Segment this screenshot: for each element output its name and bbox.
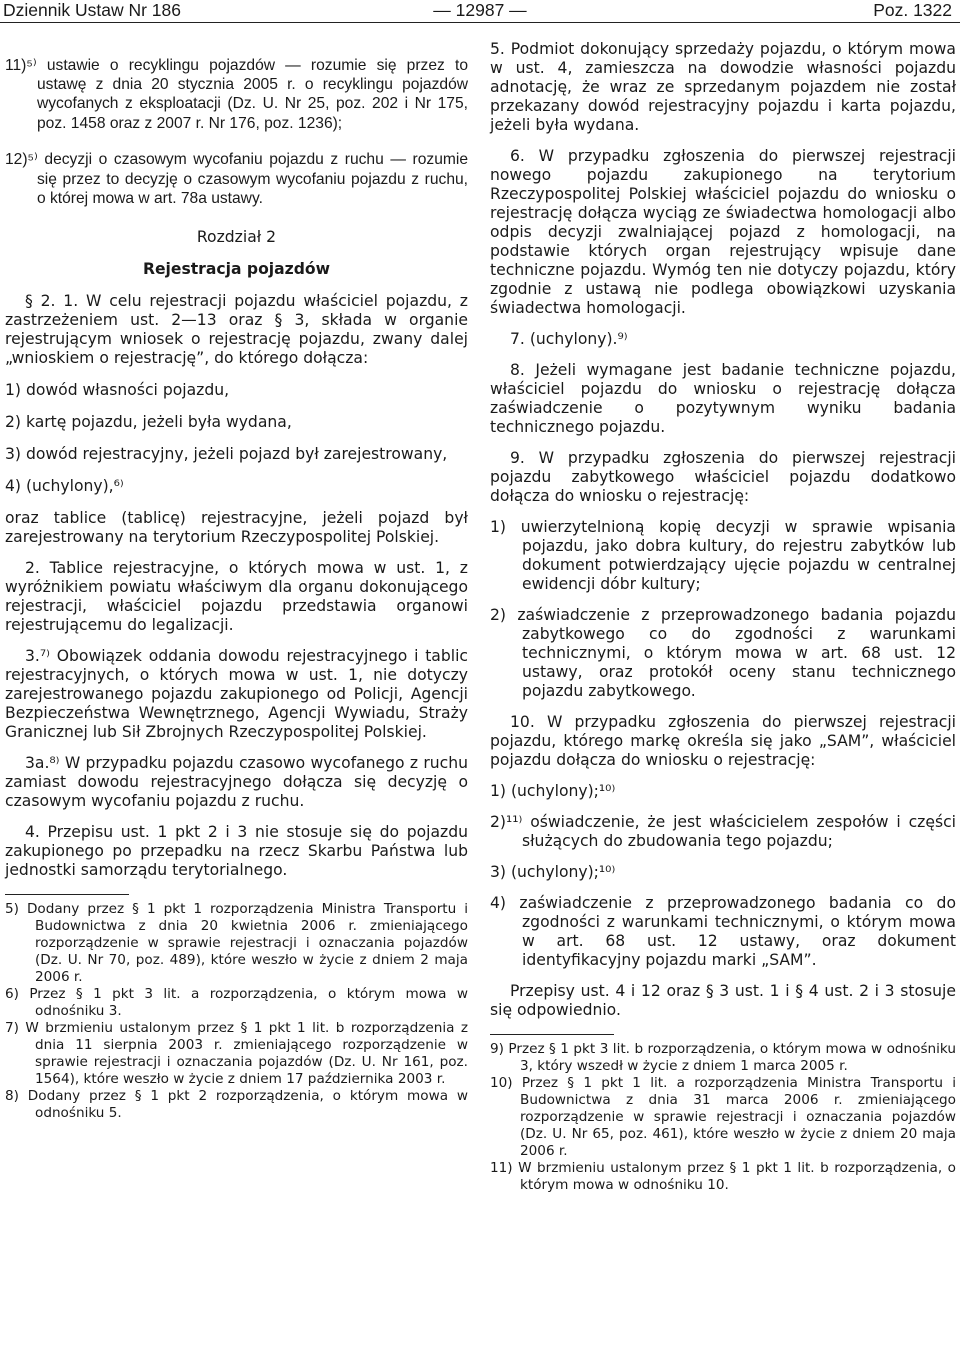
paragraph-ust-3a: 3a.⁸⁾ W przypadku pojazdu czasowo wycofanego z ruchu zamiast dowodu rejestracyjnego dołącza się decyzję o czasowym wycofaniu pojazdu z ruchu. xyxy=(5,754,468,811)
chapter-number: Rozdział 2 xyxy=(196,228,277,247)
chapter-title: Rejestracja pojazdów xyxy=(142,260,331,279)
definition-item-12: 12)⁵⁾ decyzji o czasowym wycofaniu pojazdu z ruchu — rozumie się przez to decyzję o czasowym wycofaniu pojazdu z ruchu, o której mowa w art. 78a ustawy. xyxy=(5,151,468,208)
footnote-5: 5) Dodany przez § 1 pkt 1 rozporządzenia Ministra Transportu i Budownictwa z dnia 20 kwietnia 2006 r. zmieniającego rozporządzenie w sprawie rejestracji i oznaczania pojazdów (Dz. U. Nr 70, poz. 489), które weszło w życie z dniem 2 maja 2006 r. xyxy=(5,901,468,986)
ust-10-item-1: 1) (uchylony);¹⁰⁾ xyxy=(490,782,616,800)
footnote-10: 10) Przez § 1 pkt 1 lit. a rozporządzenia Ministra Transportu i Budownictwa z dnia 31 marca 2006 r. zmieniającego rozporządzenie w sprawie rejestracji i oznaczania pojazdów (Dz. U. Nr 65, poz. 461), które weszło w życie z dniem 20 maja 2006 r. xyxy=(490,1075,956,1159)
paragraph-ust-6: 6. W przypadku zgłoszenia do pierwszej rejestracji nowego pojazdu zakupionego na terytorium Rzeczypospolitej Polskiej właściciel pojazdu do wniosku o rejestrację dołącza wyciąg ze świadectwa homologacji albo odpis decyzji zwalniającej pojazd z homologacji, na podstawie których organ rejestrujący wpisuje dane techniczne pojazdu. Wymóg ten nie dotyczy pojazdu, który zgodnie z ustawą nie podlega obowiązkowi uzyskania świadectwa homologacji. xyxy=(490,147,956,317)
paragraph-ust-4: 4. Przepisu ust. 1 pkt 2 i 3 nie stosuje się do pojazdu zakupionego po przepadku na rzecz Skarbu Państwa lub jednostki samorządu terytorialnego. xyxy=(5,823,468,880)
ust-9-item-2: 2) zaświadczenie z przeprowadzonego badania pojazdu zabytkowego co do zgodności z warunkami technicznymi, o którym mowa w art. 68 ust. 12 ustawy, oraz protokół oceny stanu technicznego pojazdu zabytkowego. xyxy=(490,606,956,700)
plates-paragraph: oraz tablice (tablicę) rejestracyjne, jeżeli pojazd był zarejestrowany na terytorium Rzeczypospolitej Polskiej. xyxy=(5,509,468,547)
ust-10-item-3: 3) (uchylony);¹⁰⁾ xyxy=(490,863,616,881)
paragraph-ust-2: 2. Tablice rejestracyjne, o których mowa w ust. 1, z wyróżnikiem powiatu właściwym dla organu dokonującego rejestracji, właściciel pojazdu przedstawia organowi rejestrującemu do legalizacji. xyxy=(5,559,468,635)
page-header xyxy=(0,0,960,22)
ust-9-item-1: 1) uwierzytelnioną kopię decyzji w sprawie wpisania pojazdu, jako dobra kultury, do rejestru zabytków lub dokument potwierdzający ujęcie pojazdu w centralnej ewidencji dóbr kultury; xyxy=(490,518,956,593)
footnote-rule xyxy=(490,1034,614,1035)
closing-provision: Przepisy ust. 4 i 12 oraz § 3 ust. 1 i § 4 ust. 2 i 3 stosuje się odpowiednio. xyxy=(490,982,956,1019)
list-item-4: 4) (uchylony),⁶⁾ xyxy=(5,477,124,496)
list-item-1: 1) dowód własności pojazdu, xyxy=(5,381,230,400)
paragraph-ust-10: 10. W przypadku zgłoszenia do pierwszej rejestracji pojazdu, którego markę określa się jako „SAM”, właściciel pojazdu dołącza do wniosku o rejestrację: xyxy=(490,713,956,769)
footnote-6: 6) Przez § 1 pkt 3 lit. a rozporządzenia, o którym mowa w odnośniku 3. xyxy=(5,986,468,1020)
header-rule xyxy=(0,22,960,23)
left-column xyxy=(5,40,468,1122)
page-number: — 12987 — xyxy=(433,0,527,20)
paragraph-ust-9: 9. W przypadku zgłoszenia do pierwszej rejestracji pojazdu zabytkowego właściciel pojazdu dodatkowo dołącza do wniosku o rejestrację: xyxy=(490,449,956,505)
journal-title: Dziennik Ustaw Nr 186 xyxy=(3,0,181,20)
paragraph-2-1: § 2. 1. W celu rejestracji pojazdu właściciel pojazdu, z zastrzeżeniem ust. 2—13 oraz § 3, składa w organie rejestrującym wniosek o rejestrację pojazdu, zwany dalej „wnioskiem o rejestrację”, do którego dołącza: xyxy=(5,292,468,368)
ust-10-item-4: 4) zaświadczenie z przeprowadzonego badania co do zgodności z warunkami technicznymi, o którym mowa w art. 68 ust. 12 ustawy, oraz dokument identyfikacyjny pojazdu marki „SAM”. xyxy=(490,894,956,969)
paragraph-ust-3: 3.⁷⁾ Obowiązek oddania dowodu rejestracyjnego i tablic rejestracyjnych, o których mowa w ust. 1, nie dotyczy zarejestrowanego pojazdu zakupionego od Policji, Agencji Bezpieczeństwa Wewnętrznego, Agencji Wywiadu, Straży Granicznej lub Sił Zbrojnych Rzeczypospolitej Polskiej. xyxy=(5,647,468,742)
paragraph-ust-8: 8. Jeżeli wymagane jest badanie techniczne pojazdu, właściciel pojazdu do wniosku o rejestrację dołącza zaświadczenie o pozytywnym wyniku badania technicznego pojazdu. xyxy=(490,361,956,436)
ust-10-item-2: 2)¹¹⁾ oświadczenie, że jest właścicielem zespołów i części służących do zbudowania tego pojazdu; xyxy=(490,813,956,850)
list-item-3: 3) dowód rejestracyjny, jeżeli pojazd był zarejestrowany, xyxy=(5,445,448,464)
right-column xyxy=(490,40,956,1194)
footnote-rule xyxy=(5,894,129,895)
paragraph-ust-5: 5. Podmiot dokonujący sprzedaży pojazdu, o którym mowa w ust. 4, zamieszcza na dowodzie własności pojazdu adnotację, że wraz ze sprzedanym pojazdem nie został przekazany dowód rejestracyjny pojazdu i karta pojazdu, jeżeli była wydana. xyxy=(490,40,956,134)
footnote-9: 9) Przez § 1 pkt 3 lit. b rozporządzenia, o którym mowa w odnośniku 3, który wszedł w życie z dniem 1 marca 2005 r. xyxy=(490,1041,956,1074)
footnote-8: 8) Dodany przez § 1 pkt 2 rozporządzenia, o którym mowa w odnośniku 5. xyxy=(5,1088,468,1122)
list-item-2: 2) kartę pojazdu, jeżeli była wydana, xyxy=(5,413,292,432)
footnote-7: 7) W brzmieniu ustalonym przez § 1 pkt 1 lit. b rozporządzenia z dnia 11 sierpnia 2003 r. zmieniającego rozporządzenie w sprawie rejestracji i oznaczania pojazdów (Dz. U. Nr 161, poz. 1564), które weszło w życie z dniem 17 października 2003 r. xyxy=(5,1020,468,1088)
paragraph-ust-7: 7. (uchylony).⁹⁾ xyxy=(510,330,628,348)
definition-item-11: 11)⁵⁾ ustawie o recyklingu pojazdów — rozumie się przez to ustawę z dnia 20 stycznia 2005 r. o recyklingu pojazdów wycofanych z eksploatacji (Dz. U. Nr 25, poz. 202 i Nr 175, poz. 1458 oraz z 2007 r. Nr 176, poz. 1236); xyxy=(5,56,468,132)
position-number: Poz. 1322 xyxy=(873,0,952,20)
footnote-11: 11) W brzmieniu ustalonym przez § 1 pkt 1 lit. b rozporządzenia, o którym mowa w odnośniku 10. xyxy=(490,1160,956,1193)
